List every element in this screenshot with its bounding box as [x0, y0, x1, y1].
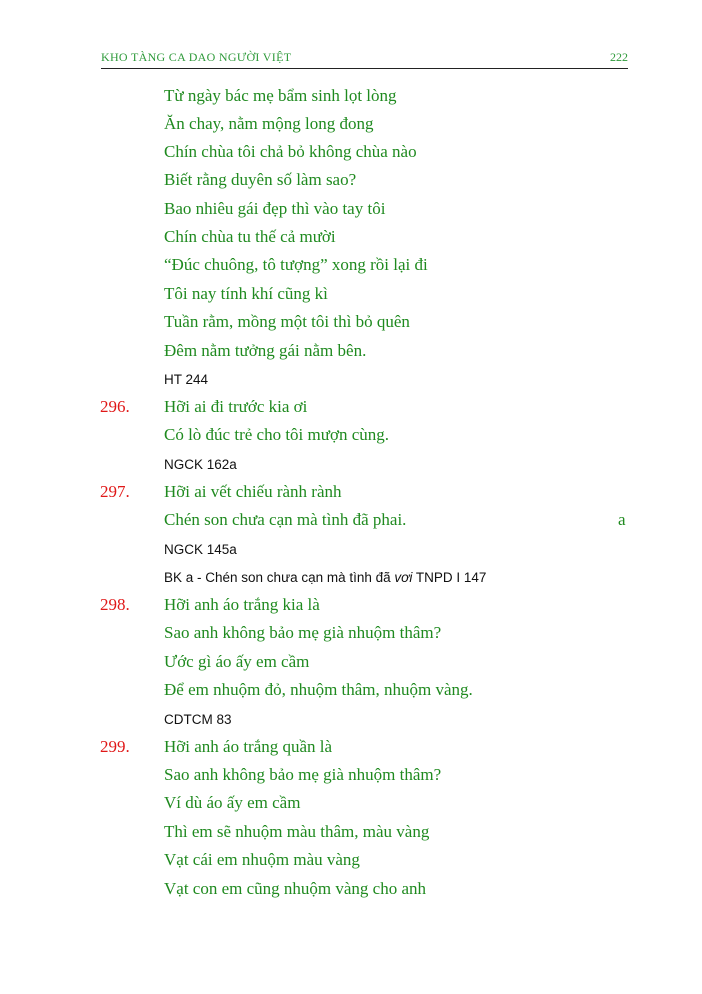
poem-298 [0, 595, 702, 623]
verse-line: Chín chùa tu thế cả mười [164, 227, 336, 246]
verse-line: Để em nhuộm đỏ, nhuộm thâm, nhuộm vàng. [164, 680, 473, 699]
verse-line: Bao nhiêu gái đẹp thì vào tay tôi [164, 199, 386, 218]
book-title: KHO TÀNG CA DAO NGƯỜI VIỆT [101, 50, 292, 64]
verse-line: Thì em sẽ nhuộm màu thâm, màu vàng [164, 822, 430, 841]
verse-line: Vạt cái em nhuộm màu vàng [164, 850, 360, 869]
source-line: NGCK 162a [164, 457, 237, 472]
poem-296 [0, 397, 702, 425]
poem-number: 296. [100, 397, 130, 416]
source-line: HT 244 [164, 372, 209, 387]
page-number: 222 [610, 50, 628, 64]
verse-line: Chén son chưa cạn mà tình đã phai. a [164, 510, 626, 529]
verse-line: Tuần rằm, mồng một tôi thì bỏ quên [164, 312, 410, 331]
verse-line: Hỡi ai đi trước kia ơi [164, 397, 308, 416]
verse-line: Vạt con em cũng nhuộm vàng cho anh [164, 879, 427, 898]
verse-line: “Đúc chuông, tô tượng” xong rồi lại đi [164, 255, 428, 274]
verse-line: Chín chùa tôi chả bỏ không chùa nào [164, 142, 417, 161]
verse-line: Hỡi anh áo trắng kia là [164, 595, 320, 614]
poem-297 [0, 482, 702, 510]
page-header [101, 48, 628, 69]
verse-line: Đêm nằm tưởng gái nằm bên. [164, 341, 367, 360]
verse-line: Sao anh không bảo mẹ già nhuộm thâm? [164, 623, 442, 642]
variant-note: BK a - Chén son chưa cạn mà tình đã vơi TNPD I 147 [164, 570, 487, 585]
verse-line: Có lò đúc trẻ cho tôi mượn cùng. [164, 425, 390, 444]
verse-line: Ví dù áo ấy em cầm [164, 793, 301, 812]
verse-line: Tôi nay tính khí cũng kì [164, 284, 328, 303]
poem-number: 299. [100, 737, 130, 756]
verse-line: Ước gì áo ấy em cầm [164, 652, 310, 671]
source-line: CDTCM 83 [164, 712, 232, 727]
variant-marker: a [618, 510, 626, 529]
verse-line: Hỡi ai vết chiếu rành rành [164, 482, 342, 501]
verse-line: Sao anh không bảo mẹ già nhuộm thâm? [164, 765, 442, 784]
verse-line: Từ ngày bác mẹ bẩm sinh lọt lòng [164, 86, 397, 105]
verse-line: Ăn chay, nằm mộng long đong [164, 114, 374, 133]
verse-line: Biết rằng duyên số làm sao? [164, 170, 357, 189]
source-line: NGCK 145a [164, 542, 237, 557]
verse-line: Hỡi anh áo trắng quần là [164, 737, 333, 756]
poem-number: 297. [100, 482, 130, 501]
poem-number: 298. [100, 595, 130, 614]
poem-299 [0, 737, 702, 765]
